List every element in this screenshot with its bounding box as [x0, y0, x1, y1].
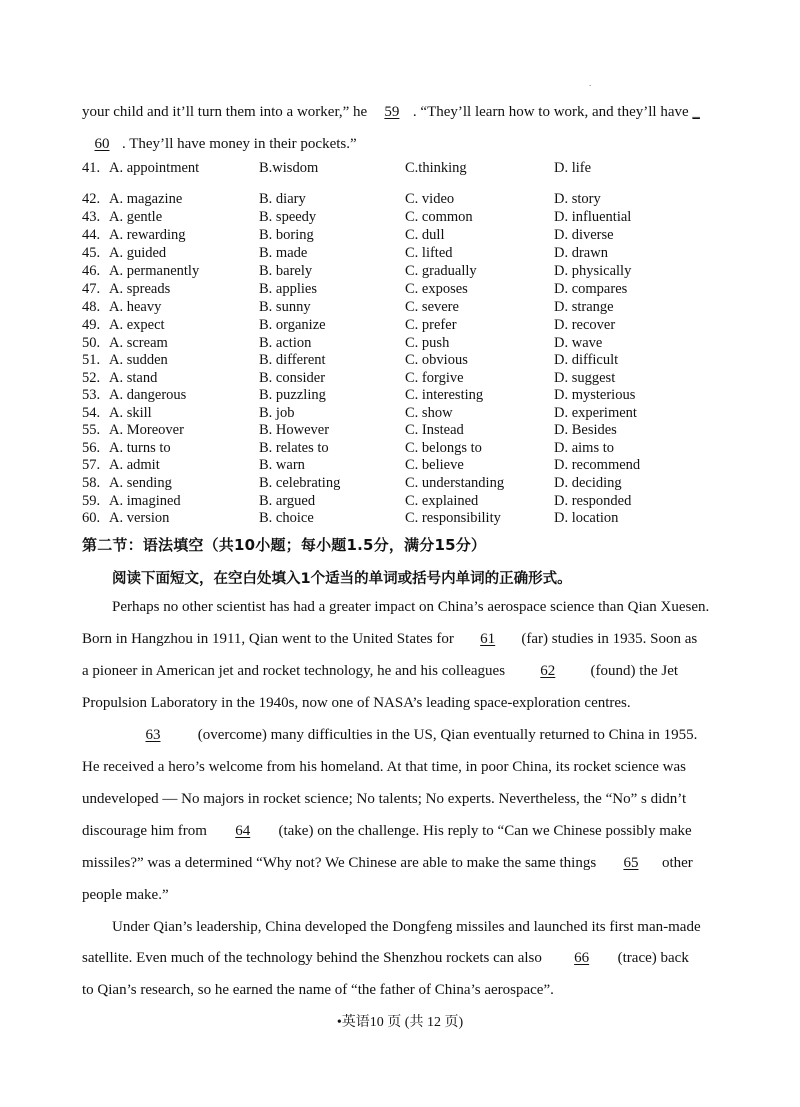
- option-a[interactable]: A. appointment: [109, 160, 200, 176]
- passage-line: discourage him from 64 (take) on the challenge. His reply to “Can we Chinese possibly make: [82, 823, 692, 839]
- option-d[interactable]: D. story: [554, 191, 601, 207]
- passage-line: missiles?” was a determined “Why not? We Chinese are able to make the same things 65 other: [82, 855, 693, 871]
- option-d[interactable]: D. recommend: [554, 457, 641, 473]
- option-d[interactable]: D. compares: [554, 281, 628, 297]
- option-row: [82, 405, 722, 422]
- option-row: [82, 440, 722, 457]
- passage-line: to Qian’s research, so he earned the name of “the father of China’s aerospace”.: [82, 982, 554, 998]
- option-d[interactable]: D. location: [554, 510, 619, 526]
- option-b[interactable]: B. warn: [259, 457, 305, 473]
- option-c[interactable]: C. push: [405, 335, 450, 351]
- option-c[interactable]: C. exposes: [405, 281, 468, 297]
- option-b[interactable]: B.wisdom: [259, 160, 319, 176]
- option-a[interactable]: A. imagined: [109, 493, 181, 509]
- option-a[interactable]: A. sending: [109, 475, 172, 491]
- option-b[interactable]: B. job: [259, 405, 295, 421]
- blank-63[interactable]: 63: [145, 727, 161, 743]
- option-d[interactable]: D. life: [554, 160, 592, 176]
- option-b[interactable]: B. action: [259, 335, 312, 351]
- option-d[interactable]: D. diverse: [554, 227, 614, 243]
- option-c[interactable]: C.thinking: [405, 160, 467, 176]
- option-a[interactable]: A. admit: [109, 457, 160, 473]
- option-b[interactable]: B. choice: [259, 510, 314, 526]
- option-c[interactable]: C. common: [405, 209, 473, 225]
- option-a[interactable]: A. gentle: [109, 209, 163, 225]
- question-number: 54.: [82, 405, 101, 421]
- passage-line: a pioneer in American jet and rocket technology, he and his colleagues 62 (found) the Jet: [82, 663, 679, 679]
- option-d[interactable]: D. influential: [554, 209, 632, 225]
- option-b[interactable]: B. made: [259, 245, 308, 261]
- option-c[interactable]: C. video: [405, 191, 455, 207]
- option-a[interactable]: A. heavy: [109, 299, 162, 315]
- option-row: [82, 352, 722, 369]
- option-a[interactable]: A. dangerous: [109, 387, 187, 403]
- option-c[interactable]: C. dull: [405, 227, 445, 243]
- option-c[interactable]: C. show: [405, 405, 453, 421]
- option-b[interactable]: B. speedy: [259, 209, 317, 225]
- option-b[interactable]: B. relates to: [259, 440, 329, 456]
- option-d[interactable]: D. aims to: [554, 440, 615, 456]
- option-c[interactable]: C. lifted: [405, 245, 453, 261]
- option-d[interactable]: D. suggest: [554, 370, 616, 386]
- option-b[interactable]: B. argued: [259, 493, 316, 509]
- blank-66[interactable]: 66: [574, 950, 590, 966]
- passage-line: people make.”: [82, 887, 169, 903]
- option-a[interactable]: A. spreads: [109, 281, 171, 297]
- blank-64[interactable]: 64: [235, 823, 251, 839]
- option-b[interactable]: B. applies: [259, 281, 317, 297]
- option-c[interactable]: C. forgive: [405, 370, 464, 386]
- option-b[interactable]: B. boring: [259, 227, 314, 243]
- question-number: 48.: [82, 299, 101, 315]
- option-a[interactable]: A. magazine: [109, 191, 183, 207]
- question-number: 43.: [82, 209, 101, 225]
- passage-line: Propulsion Laboratory in the 1940s, now one of NASA’s leading space-exploration centres.: [82, 695, 631, 711]
- question-number: 50.: [82, 335, 101, 351]
- option-d[interactable]: D. deciding: [554, 475, 622, 491]
- passage-line: 63 (overcome) many difficulties in the US, Qian eventually returned to China in 1955.: [82, 725, 722, 745]
- header-mark: .: [589, 78, 592, 88]
- option-c[interactable]: C. prefer: [405, 317, 457, 333]
- option-row: [82, 475, 722, 492]
- passage-line: Perhaps no other scientist has had a greater impact on China’s aerospace science than Qian Xuesen.: [112, 599, 710, 615]
- option-row: [82, 299, 722, 316]
- question-number: 52.: [82, 370, 101, 386]
- passage-line: Under Qian’s leadership, China developed the Dongfeng missiles and launched its first man-made: [112, 919, 701, 935]
- option-d[interactable]: D. Besides: [554, 422, 617, 438]
- option-b[interactable]: B. barely: [259, 263, 313, 279]
- option-b[interactable]: B. diary: [259, 191, 306, 207]
- option-a[interactable]: A. Moreover: [109, 422, 184, 438]
- passage-top-line-2: 60 . They’ll have money in their pockets.”: [82, 134, 722, 154]
- blank-60[interactable]: 60: [94, 136, 110, 152]
- option-a[interactable]: A. rewarding: [109, 227, 186, 243]
- passage-line: Born in Hangzhou in 1911, Qian went to the United States for 61 (far) studies in 1935. Soon as: [82, 631, 698, 647]
- option-c[interactable]: C. Instead: [405, 422, 464, 438]
- option-row: [82, 227, 722, 244]
- question-number: 59.: [82, 493, 101, 509]
- option-row: [82, 263, 722, 280]
- passage-top-line-1: your child and it’ll turn them into a worker,” he 59 . “They’ll learn how to work, and they’ll have _: [82, 104, 700, 120]
- passage-line: satellite. Even much of the technology behind the Shenzhou rockets can also 66 (trace) back: [82, 950, 689, 966]
- option-d[interactable]: D. recover: [554, 317, 616, 333]
- question-number: 55.: [82, 422, 101, 438]
- option-row: [82, 209, 722, 226]
- question-number: 57.: [82, 457, 101, 473]
- question-number: 41.: [82, 160, 101, 176]
- option-c[interactable]: C. responsibility: [405, 510, 501, 526]
- option-a[interactable]: A. permanently: [109, 263, 200, 279]
- passage-line: undeveloped — No majors in rocket science; No talents; No experts. Nevertheless, the “No” s didn’t: [82, 791, 687, 807]
- option-d[interactable]: D. physically: [554, 263, 632, 279]
- question-number: 46.: [82, 263, 101, 279]
- option-row: [82, 370, 722, 387]
- option-c[interactable]: C. believe: [405, 457, 464, 473]
- option-row: [82, 422, 722, 439]
- option-a[interactable]: A. expect: [109, 317, 165, 333]
- question-number: 51.: [82, 352, 101, 368]
- trailing-blank: _: [692, 104, 700, 120]
- question-number: 60.: [82, 510, 101, 526]
- question-number: 42.: [82, 191, 101, 207]
- question-number: 58.: [82, 475, 101, 491]
- option-row: [82, 245, 722, 262]
- option-c[interactable]: C. belongs to: [405, 440, 482, 456]
- option-a[interactable]: A. skill: [109, 405, 152, 421]
- option-b[interactable]: B. organize: [259, 317, 326, 333]
- question-number: 45.: [82, 245, 101, 261]
- option-d[interactable]: D. experiment: [554, 405, 637, 421]
- option-c[interactable]: C. obvious: [405, 352, 468, 368]
- section-instruction: 阅读下面短文，在空白处填入1个适当的单词或括号内单词的正确形式。: [112, 571, 572, 587]
- option-d[interactable]: D. drawn: [554, 245, 608, 261]
- option-a[interactable]: A. scream: [109, 335, 168, 351]
- option-row: [82, 191, 722, 208]
- option-b[interactable]: B. different: [259, 352, 326, 368]
- question-number: 49.: [82, 317, 101, 333]
- option-d[interactable]: D. wave: [554, 335, 603, 351]
- option-c[interactable]: C. understanding: [405, 475, 505, 491]
- option-row: [82, 160, 722, 177]
- question-number: 47.: [82, 281, 101, 297]
- option-row: [82, 493, 722, 510]
- question-number: 56.: [82, 440, 101, 456]
- option-row: [82, 281, 722, 298]
- option-d[interactable]: D. mysterious: [554, 387, 636, 403]
- blank-59[interactable]: 59: [384, 104, 400, 120]
- blank-61[interactable]: 61: [480, 631, 496, 647]
- option-b[interactable]: B. However: [259, 422, 330, 438]
- blank-65[interactable]: 65: [623, 855, 639, 871]
- option-c[interactable]: C. severe: [405, 299, 459, 315]
- section-heading: 第二节：语法填空（共10小题；每小题1.5分，满分15分）: [82, 536, 487, 554]
- option-row: [82, 387, 722, 404]
- option-a[interactable]: A. guided: [109, 245, 167, 261]
- option-a[interactable]: A. turns to: [109, 440, 171, 456]
- option-d[interactable]: D. strange: [554, 299, 614, 315]
- option-row: [82, 510, 722, 527]
- option-b[interactable]: B. celebrating: [259, 475, 341, 491]
- option-row: [82, 457, 722, 474]
- option-d[interactable]: D. difficult: [554, 352, 619, 368]
- option-b[interactable]: B. puzzling: [259, 387, 326, 403]
- option-a[interactable]: A. stand: [109, 370, 158, 386]
- option-c[interactable]: C. explained: [405, 493, 479, 509]
- passage-line: He received a hero’s welcome from his homeland. At that time, in poor China, its rocket science was: [82, 759, 686, 775]
- page-footer: •英语10 页 (共 12 页): [336, 1015, 464, 1030]
- option-d[interactable]: D. responded: [554, 493, 632, 509]
- option-c[interactable]: C. interesting: [405, 387, 484, 403]
- option-c[interactable]: C. gradually: [405, 263, 477, 279]
- option-row: [82, 317, 722, 334]
- option-b[interactable]: B. consider: [259, 370, 326, 386]
- option-b[interactable]: B. sunny: [259, 299, 311, 315]
- question-number: 44.: [82, 227, 101, 243]
- blank-62[interactable]: 62: [540, 663, 556, 679]
- option-row: [82, 335, 722, 352]
- option-a[interactable]: A. version: [109, 510, 170, 526]
- question-number: 53.: [82, 387, 101, 403]
- option-a[interactable]: A. sudden: [109, 352, 168, 368]
